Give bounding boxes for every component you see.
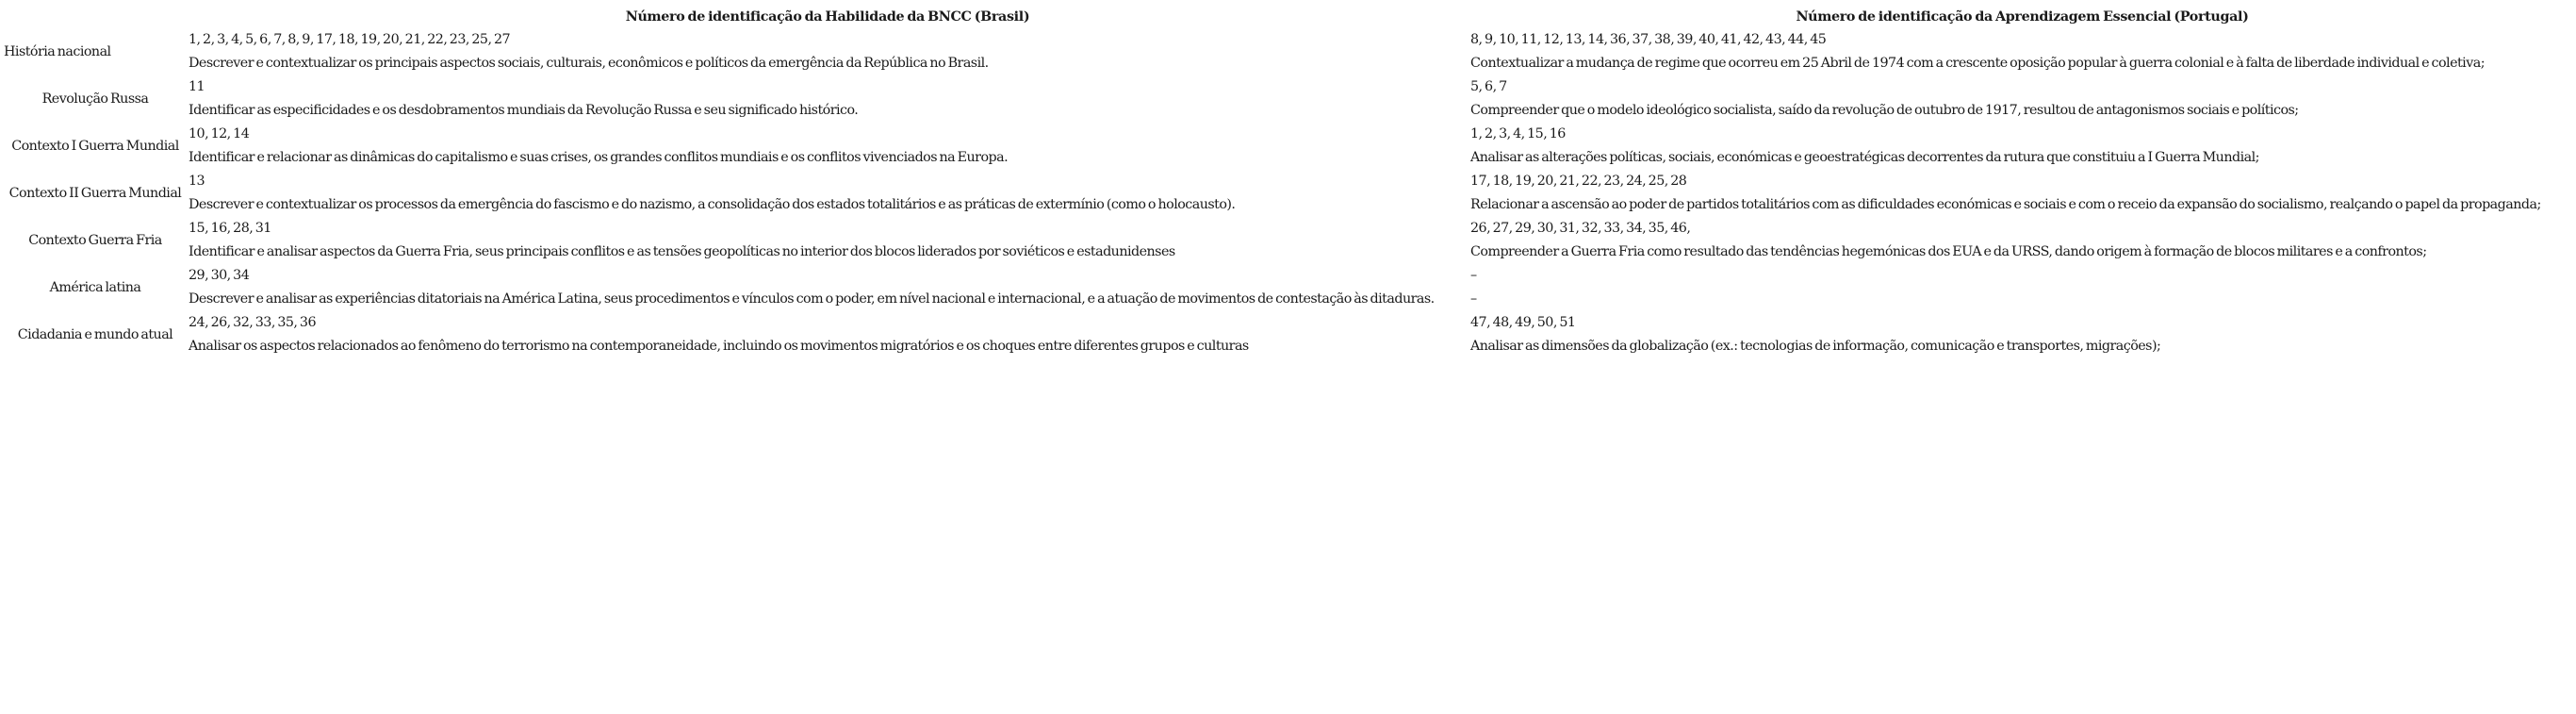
table-row xyxy=(4,311,2576,358)
brazil-cell xyxy=(187,123,1468,170)
table-row xyxy=(4,170,2576,217)
portugal-description: Relacionar a ascensão ao poder de partidos totalitários com as dificuldades económicas e sociais e com o receio da expansão do socialismo, realçando o papel da propaganda; xyxy=(1470,197,2541,212)
table-row xyxy=(4,264,2576,311)
brazil-numbers: 10, 12, 14 xyxy=(189,126,250,141)
portugal-cell xyxy=(1468,217,2576,264)
portugal-description: Compreender que o modelo ideológico socialista, saído da revolução de outubro de 1917, resultou de antagonismos sociais e políticos; xyxy=(1470,103,2299,118)
brazil-cell xyxy=(187,217,1468,264)
header-brazil: Número de identificação da Habilidade da BNCC (Brasil) xyxy=(625,8,1030,25)
brazil-description: Identificar as especificidades e os desdobramentos mundiais da Revolução Russa e seu significado histórico. xyxy=(189,103,859,118)
table-row xyxy=(4,123,2576,170)
row-theme: Revolução Russa xyxy=(41,91,149,107)
portugal-description: Compreender a Guerra Fria como resultado das tendências hegemónicas dos EUA e da URSS, dando origem à formação de blocos militares e a confrontos; xyxy=(1470,244,2427,259)
brazil-cell xyxy=(187,311,1468,358)
brazil-cell xyxy=(187,170,1468,217)
portugal-numbers: 1, 2, 3, 4, 15, 16 xyxy=(1470,126,1566,141)
table-row xyxy=(4,217,2576,264)
brazil-numbers: 15, 16, 28, 31 xyxy=(189,221,271,236)
portugal-cell xyxy=(1468,311,2576,358)
brazil-description: Analisar os aspectos relacionados ao fenômeno do terrorismo na contemporaneidade, incluindo os movimentos migratórios e os choques entre diferentes grupos e culturas xyxy=(189,339,1249,354)
portugal-numbers: 5, 6, 7 xyxy=(1470,79,1507,94)
brazil-description: Descrever e contextualizar os principais aspectos sociais, culturais, econômicos e políticos da emergência da República no Brasil. xyxy=(189,56,989,71)
header-row xyxy=(4,5,2576,28)
portugal-cell xyxy=(1468,75,2576,123)
brazil-cell xyxy=(187,75,1468,123)
portugal-numbers: 8, 9, 10, 11, 12, 13, 14, 36, 37, 38, 39, 40, 41, 42, 43, 44, 45 xyxy=(1470,32,1827,47)
portugal-cell xyxy=(1468,28,2576,75)
portugal-description: Analisar as alterações políticas, sociais, económicas e geoestratégicas decorrentes da rutura que constituiu a I Guerra Mundial; xyxy=(1470,150,2259,165)
portugal-description: Analisar as dimensões da globalização (ex.: tecnologias de informação, comunicação e transportes, migrações); xyxy=(1470,339,2161,354)
table-row xyxy=(4,28,2576,75)
brazil-cell xyxy=(187,264,1468,311)
brazil-description: Descrever e analisar as experiências ditatoriais na América Latina, seus procedimentos e vínculos com o poder, em nível nacional e internacional, e a atuação de movimentos de contestação às ditaduras. xyxy=(189,291,1435,307)
portugal-cell xyxy=(1468,170,2576,217)
brazil-description: Identificar e analisar aspectos da Guerra Fria, seus principais conflitos e as tensões geopolíticas no interior dos blocos liderados por soviéticos e estadunidenses xyxy=(189,244,1175,259)
row-theme: Cidadania e mundo atual xyxy=(17,327,173,342)
row-theme: História nacional xyxy=(4,44,111,59)
header-theme xyxy=(4,5,187,28)
portugal-numbers: 17, 18, 19, 20, 21, 22, 23, 24, 25, 28 xyxy=(1470,174,1687,189)
row-theme: Contexto II Guerra Mundial xyxy=(8,186,182,201)
row-theme: América latina xyxy=(49,280,141,295)
brazil-numbers: 29, 30, 34 xyxy=(189,268,250,283)
brazil-numbers: 13 xyxy=(189,174,205,189)
row-theme: Contexto I Guerra Mundial xyxy=(11,139,179,154)
brazil-numbers: 1, 2, 3, 4, 5, 6, 7, 8, 9, 17, 18, 19, 20, 21, 22, 23, 25, 27 xyxy=(189,32,511,47)
brazil-cell xyxy=(187,28,1468,75)
comparison-table xyxy=(4,5,2576,358)
portugal-numbers: 26, 27, 29, 30, 31, 32, 33, 34, 35, 46, xyxy=(1470,221,1691,236)
portugal-description: Contextualizar a mudança de regime que ocorreu em 25 Abril de 1974 com a crescente oposição popular à guerra colonial e à falta de liberdade individual e coletiva; xyxy=(1470,56,2485,71)
portugal-cell xyxy=(1468,123,2576,170)
brazil-description: Descrever e contextualizar os processos da emergência do fascismo e do nazismo, a consolidação dos estados totalitários e as práticas de extermínio (como o holocausto). xyxy=(189,197,1236,212)
portugal-numbers: 47, 48, 49, 50, 51 xyxy=(1470,315,1576,330)
portugal-cell xyxy=(1468,264,2576,311)
brazil-numbers: 11 xyxy=(189,79,205,94)
portugal-numbers: – xyxy=(1470,268,1477,283)
row-theme: Contexto Guerra Fria xyxy=(28,233,162,248)
header-portugal: Número de identificação da Aprendizagem Essencial (Portugal) xyxy=(1796,8,2249,25)
portugal-description: – xyxy=(1470,291,1477,307)
brazil-numbers: 24, 26, 32, 33, 35, 36 xyxy=(189,315,316,330)
table-row xyxy=(4,75,2576,123)
brazil-description: Identificar e relacionar as dinâmicas do capitalismo e suas crises, os grandes conflitos mundiais e os conflitos vivenciados na Europa. xyxy=(189,150,1009,165)
